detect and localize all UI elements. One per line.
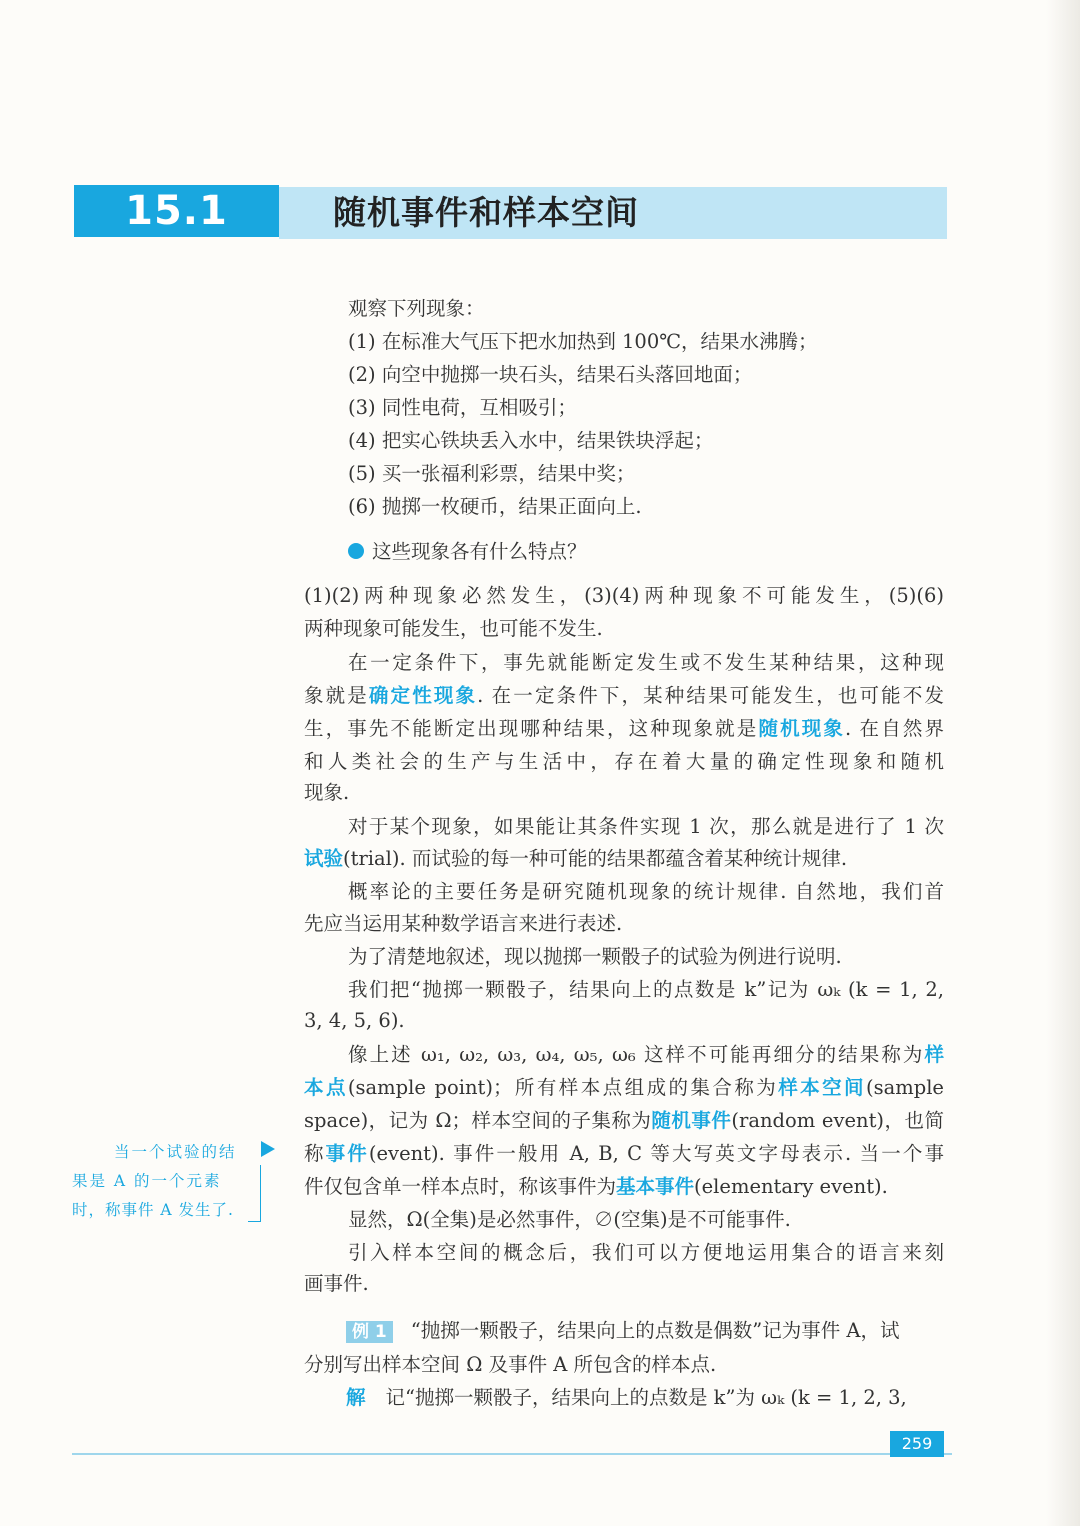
paragraph-line: 引入样本空间的概念后，我们可以方便地运用集合的语言来刻: [348, 1241, 944, 1264]
note-bracket-foot: [248, 1221, 261, 1222]
term-trial: 试验: [304, 847, 344, 870]
footer-rule: [72, 1453, 952, 1455]
example-line: 分别写出样本空间 Ω 及事件 A 所包含的样本点.: [304, 1353, 717, 1376]
paragraph-line: 为了清楚地叙述，现以抛掷一颗骰子的试验为例进行说明.: [348, 945, 842, 968]
margin-note-line: 果是 A 的一个元素: [72, 1172, 222, 1190]
bullet-dot-icon: [348, 543, 364, 559]
observe-item-3: (3) 同性电荷，互相吸引；: [348, 396, 577, 419]
paragraph-line: 试验(trial). 而试验的每一种可能的结果都蕴含着某种统计规律.: [304, 847, 848, 870]
observe-item-6: (6) 抛掷一枚硬币，结果正面向上.: [348, 495, 642, 518]
question-line: [348, 539, 587, 565]
observe-item-5: (5) 买一张福利彩票，结果中奖；: [348, 462, 636, 485]
paragraph-line: 现象.: [304, 781, 350, 804]
term-event: 事件: [325, 1142, 369, 1165]
page-edge-shade: [1046, 0, 1080, 1526]
margin-note-line: 时，称事件 A 发生了.: [72, 1201, 234, 1219]
solution-line: 解 记“抛掷一颗骰子，结果向上的点数是 k”为 ωₖ (k = 1, 2, 3,: [346, 1386, 907, 1409]
paragraph-line: space)，记为 Ω；样本空间的子集称为随机事件(random event)，也简: [304, 1109, 944, 1132]
paragraph-line: 象就是确定性现象. 在一定条件下，某种结果可能发生，也可能不发: [304, 684, 944, 707]
observe-intro: 观察下列现象：: [348, 297, 485, 320]
paragraph-line: 在一定条件下，事先就能断定发生或不发生某种结果，这种现: [348, 651, 944, 674]
paragraph-line: 两种现象可能发生，也可能不发生.: [304, 617, 603, 640]
paragraph-line: 称事件(event). 事件一般用 A, B, C 等大写英文字母表示. 当一个事: [304, 1142, 944, 1165]
paragraph-line: 和人类社会的生产与生活中，存在着大量的确定性现象和随机: [304, 750, 944, 773]
term-sample-space: 样本空间: [778, 1076, 866, 1099]
term-elementary-event: 基本事件: [616, 1175, 695, 1198]
observe-item-2: (2) 向空中抛掷一块石头，结果石头落回地面；: [348, 363, 753, 386]
observe-item-4: (4) 把实心铁块丢入水中，结果铁块浮起；: [348, 429, 714, 452]
term-deterministic-phenomenon: 确定性现象: [368, 684, 478, 707]
paragraph-line: 对于某个现象，如果能让其条件实现 1 次，那么就是进行了 1 次: [348, 815, 944, 838]
term-random-event: 随机事件: [651, 1109, 732, 1132]
term-random-phenomenon: 随机现象: [758, 717, 846, 740]
paragraph-line: 生，事先不能断定出现哪种结果，这种现象就是随机现象. 在自然界: [304, 717, 944, 740]
question-text: 这些现象各有什么特点？: [372, 540, 587, 563]
paragraph-line: 像上述 ω₁, ω₂, ω₃, ω₄, ω₅, ω₆ 这样不可能再细分的结果称为样: [348, 1043, 944, 1066]
note-bracket: [260, 1165, 261, 1222]
margin-note-line: 当一个试验的结: [114, 1143, 237, 1161]
margin-note: [72, 1138, 250, 1225]
example-badge: 例 1: [346, 1321, 393, 1343]
paragraph-line: 3, 4, 5, 6).: [304, 1009, 405, 1032]
section-number: 15.1: [74, 185, 279, 237]
example-line: 例 1 “抛掷一颗骰子，结果向上的点数是偶数”记为事件 A，试: [346, 1318, 899, 1344]
paragraph-line: 先应当运用某种数学语言来进行表述.: [304, 912, 623, 935]
paragraph-line: 件仅包含单一样本点时，称该事件为基本事件(elementary event).: [304, 1175, 888, 1198]
paragraph-line: 画事件.: [304, 1272, 369, 1295]
paragraph-line: 显然，Ω(全集)是必然事件，∅(空集)是不可能事件.: [348, 1208, 791, 1231]
paragraph-line: (1)(2)两种现象必然发生，(3)(4)两种现象不可能发生，(5)(6): [304, 584, 944, 607]
paragraph-line: 本点(sample point)；所有样本点组成的集合称为样本空间(sample: [304, 1076, 944, 1099]
paragraph-line: 概率论的主要任务是研究随机现象的统计规律. 自然地，我们首: [348, 880, 944, 903]
section-title: 随机事件和样本空间: [333, 193, 639, 232]
page-number: 259: [890, 1431, 944, 1457]
term-sample-point: 样: [924, 1043, 944, 1066]
observe-item-1: (1) 在标准大气压下把水加热到 100℃，结果水沸腾；: [348, 330, 818, 353]
note-pointer-icon: [261, 1141, 275, 1157]
solution-label: 解: [346, 1386, 366, 1409]
paragraph-line: 我们把“抛掷一颗骰子，结果向上的点数是 k”记为 ωₖ (k = 1, 2,: [348, 978, 944, 1001]
